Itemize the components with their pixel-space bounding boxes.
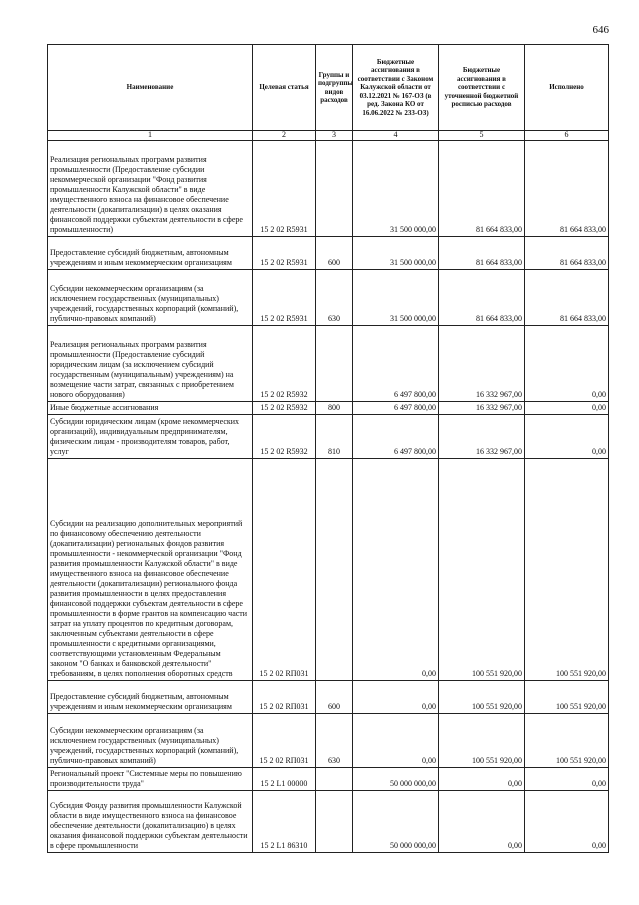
table-row [48, 680, 609, 713]
row-refined-amount: 0,00 [439, 790, 525, 852]
row-target-code: 15 2 L1 86310 [253, 790, 316, 852]
header-budget-refined: Бюджетные ассигнования в соответствии с уточненной бюджетной росписью расходов [439, 45, 525, 131]
column-number-row [48, 131, 609, 141]
row-executed-amount: 100 551 920,00 [525, 713, 609, 767]
header-row [48, 45, 609, 131]
row-target-code: 15 2 02 R5931 [253, 236, 316, 269]
table-row [48, 458, 609, 680]
row-expense-type [316, 140, 353, 236]
row-executed-amount: 0,00 [525, 790, 609, 852]
row-refined-amount: 100 551 920,00 [439, 713, 525, 767]
row-name: Региональный проект "Системные меры по повышению производительности труда" [48, 767, 253, 790]
row-name: Субсидии на реализацию дополнительных мероприятий по финансовому обеспечению деятельности (докапитализации) региональных фондов развития промышленности - некоммерческой организации "Фонд развития промышленности Калужской области" в виде имущественного взноса на финансовое обеспечение деятельности (докапитализации) регионального фонда развития промышленности в целях предоставления финансовой поддержки субъектам деятельности в сфере промышленности в форме грантов на компенсацию части затрат на уплату процентов по кредитным договорам, заключенным субъектами деятельности в сфере промышленности с кредитными организациями, соответствующими установленным Федеральным законом "О банках и банковской деятельности" требованиям, в целях пополнения оборотных средств [48, 458, 253, 680]
row-name: Иные бюджетные ассигнования [48, 401, 253, 414]
row-refined-amount: 81 664 833,00 [439, 140, 525, 236]
row-target-code: 15 2 02 R5931 [253, 140, 316, 236]
header-target-article: Целевая статья [253, 45, 316, 131]
row-target-code: 15 2 02 R5931 [253, 269, 316, 325]
table-row [48, 414, 609, 458]
row-refined-amount: 100 551 920,00 [439, 458, 525, 680]
row-expense-type: 600 [316, 236, 353, 269]
row-executed-amount: 81 664 833,00 [525, 140, 609, 236]
row-assigned-amount: 0,00 [353, 680, 439, 713]
row-assigned-amount: 31 500 000,00 [353, 140, 439, 236]
row-executed-amount: 0,00 [525, 401, 609, 414]
row-refined-amount: 81 664 833,00 [439, 236, 525, 269]
row-name: Реализация региональных программ развития промышленности (Предоставление субсидий юридическим лицам (за исключением субсидий государственным (муниципальным) учреждениям) на возмещение части затрат, связанных с приобретением нового оборудования) [48, 325, 253, 401]
row-target-code: 15 2 02 RП031 [253, 458, 316, 680]
row-executed-amount: 100 551 920,00 [525, 680, 609, 713]
table-row [48, 401, 609, 414]
row-name: Субсидия Фонду развития промышленности Калужской области в виде имущественного взноса на финансовое обеспечение деятельности (докапитализацию) в целях оказания финансовой поддержки субъектам деятельности в сфере промышленности [48, 790, 253, 852]
row-expense-type [316, 767, 353, 790]
column-number: 1 [48, 131, 253, 141]
table-row [48, 713, 609, 767]
row-assigned-amount: 50 000 000,00 [353, 767, 439, 790]
row-assigned-amount: 0,00 [353, 458, 439, 680]
header-executed: Исполнено [525, 45, 609, 131]
row-name: Субсидии некоммерческим организациям (за исключением государственных (муниципальных) учреждений, государственных корпораций (компаний), публично-правовых компаний) [48, 269, 253, 325]
table-row [48, 790, 609, 852]
row-expense-type [316, 790, 353, 852]
header-budget-assigned: Бюджетные ассигнования в соответствии с Законом Калужской области от 03.12.2021 № 167-ОЗ (в ред. Закона КО от 16.06.2022 № 233-ОЗ) [353, 45, 439, 131]
row-executed-amount: 81 664 833,00 [525, 269, 609, 325]
column-number: 4 [353, 131, 439, 141]
column-number: 5 [439, 131, 525, 141]
row-target-code: 15 2 02 RП031 [253, 680, 316, 713]
table-row [48, 236, 609, 269]
column-number: 3 [316, 131, 353, 141]
header-expense-group: Группы и подгруппы видов расходов [316, 45, 353, 131]
page-number: 646 [592, 24, 609, 36]
row-name: Субсидии юридическим лицам (кроме некоммерческих организаций), индивидуальным предпринимателям, физическим лицам - производителям товаров, работ, услуг [48, 414, 253, 458]
row-expense-type [316, 325, 353, 401]
row-expense-type: 600 [316, 680, 353, 713]
header-name: Наименование [48, 45, 253, 131]
row-name: Предоставление субсидий бюджетным, автономным учреждениям и иным некоммерческим организациям [48, 680, 253, 713]
row-expense-type: 800 [316, 401, 353, 414]
row-target-code: 15 2 02 R5932 [253, 414, 316, 458]
row-expense-type: 810 [316, 414, 353, 458]
row-assigned-amount: 6 497 800,00 [353, 325, 439, 401]
row-assigned-amount: 0,00 [353, 713, 439, 767]
budget-table [47, 44, 609, 853]
column-number: 6 [525, 131, 609, 141]
row-refined-amount: 16 332 967,00 [439, 401, 525, 414]
row-target-code: 15 2 L1 00000 [253, 767, 316, 790]
column-number: 2 [253, 131, 316, 141]
row-assigned-amount: 31 500 000,00 [353, 269, 439, 325]
row-refined-amount: 100 551 920,00 [439, 680, 525, 713]
table-row [48, 269, 609, 325]
row-expense-type: 630 [316, 713, 353, 767]
row-executed-amount: 0,00 [525, 767, 609, 790]
table-row [48, 140, 609, 236]
row-name: Субсидии некоммерческим организациям (за исключением государственных (муниципальных) учреждений, государственных корпораций (компаний), публично-правовых компаний) [48, 713, 253, 767]
row-name: Реализация региональных программ развития промышленности (Предоставление субсидии некоммерческой организации "Фонд развития промышленности Калужской области" в виде имущественного взноса на финансовое обеспечение деятельности (докапитализации) в целях оказания финансовой поддержки субъектам деятельности в сфере промышленности) [48, 140, 253, 236]
row-refined-amount: 81 664 833,00 [439, 269, 525, 325]
row-target-code: 15 2 02 RП031 [253, 713, 316, 767]
row-assigned-amount: 6 497 800,00 [353, 401, 439, 414]
row-executed-amount: 81 664 833,00 [525, 236, 609, 269]
row-assigned-amount: 31 500 000,00 [353, 236, 439, 269]
row-refined-amount: 0,00 [439, 767, 525, 790]
row-assigned-amount: 50 000 000,00 [353, 790, 439, 852]
row-target-code: 15 2 02 R5932 [253, 325, 316, 401]
table-row [48, 767, 609, 790]
row-refined-amount: 16 332 967,00 [439, 325, 525, 401]
row-target-code: 15 2 02 R5932 [253, 401, 316, 414]
row-expense-type [316, 458, 353, 680]
row-executed-amount: 0,00 [525, 414, 609, 458]
row-executed-amount: 100 551 920,00 [525, 458, 609, 680]
table-row [48, 325, 609, 401]
row-executed-amount: 0,00 [525, 325, 609, 401]
row-name: Предоставление субсидий бюджетным, автономным учреждениям и иным некоммерческим организациям [48, 236, 253, 269]
row-assigned-amount: 6 497 800,00 [353, 414, 439, 458]
row-refined-amount: 16 332 967,00 [439, 414, 525, 458]
row-expense-type: 630 [316, 269, 353, 325]
